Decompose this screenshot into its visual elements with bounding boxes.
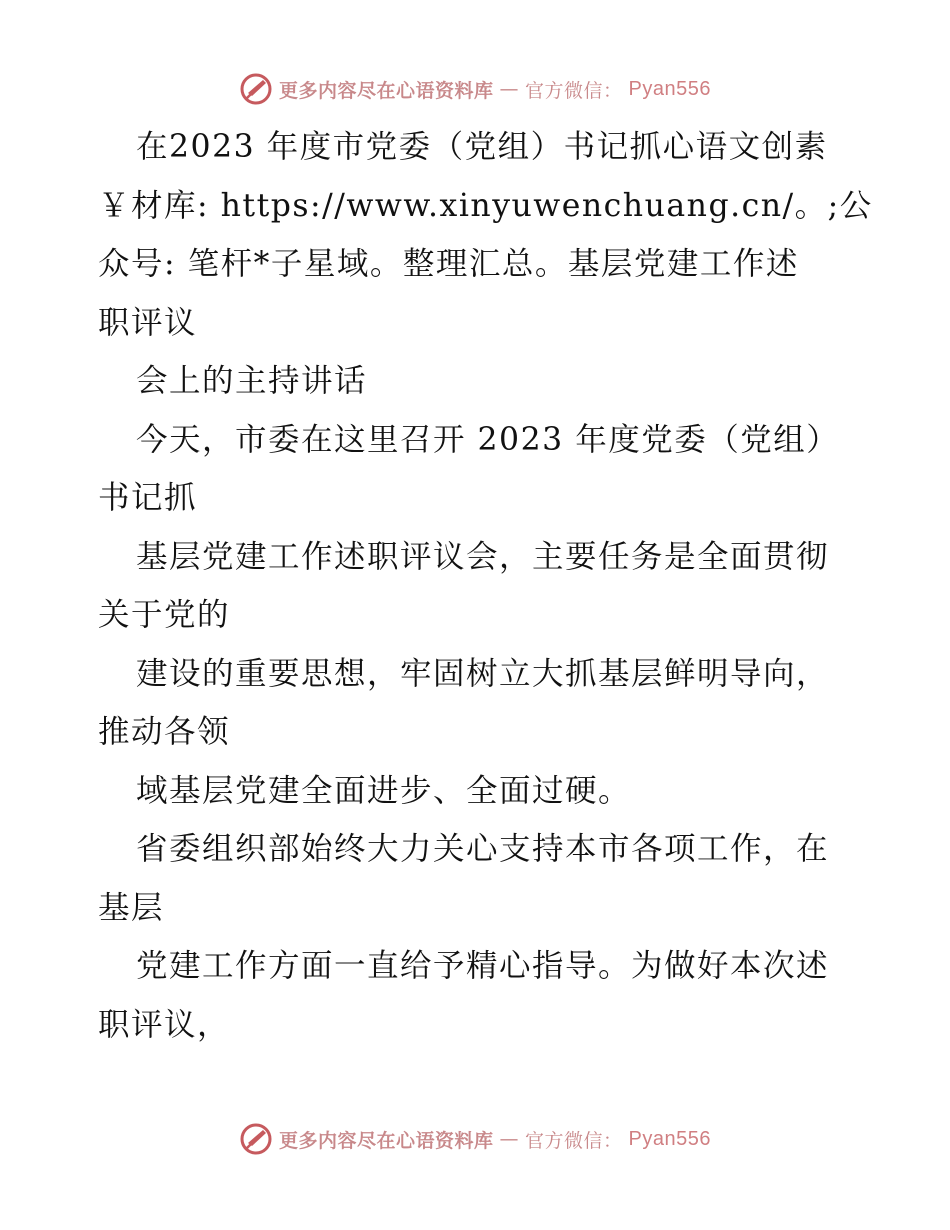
text-line: 域基层党建全面进步、全面过硬。 xyxy=(136,772,632,809)
banner-dash: — xyxy=(499,78,520,100)
banner-dash: — xyxy=(499,1128,520,1150)
banner-wechat-label: 官方微信： xyxy=(525,79,623,102)
banner-slogan: 更多内容尽在心语资料库 xyxy=(279,79,494,102)
text-line: 职评议 xyxy=(98,304,198,341)
banner-wechat-label: 官方微信： xyxy=(525,1129,623,1152)
text-line: 党建工作方面一直给予精心指导。为做好本次述 xyxy=(136,948,830,984)
text-line: 职评议， xyxy=(98,1006,231,1043)
text-line: 推动各领 xyxy=(98,714,231,750)
text-line: ￥材库: https://www.xinyuwenchuang.cn/。;公 xyxy=(98,187,873,224)
header-banner xyxy=(0,72,950,106)
banner-wechat-id: Pyan556 xyxy=(628,1127,711,1150)
text-line: 建设的重要思想，牢固树立大抓基层鲜明导向， xyxy=(136,655,830,692)
text-line: 书记抓 xyxy=(98,480,198,516)
text-line: 在2023 年度市党委（党组）书记抓心语文创素 xyxy=(136,129,828,165)
text-line: 基层党建工作述职评议会，主要任务是全面贯彻 xyxy=(136,538,830,575)
seal-logo-icon xyxy=(239,1122,273,1156)
text-line: 众号: 笔杆*子星域。整理汇总。基层党建工作述 xyxy=(98,246,799,282)
banner-slogan: 更多内容尽在心语资料库 xyxy=(279,1129,494,1152)
text-line: 基层 xyxy=(98,889,165,926)
footer-banner xyxy=(0,1122,950,1156)
banner-wechat-id: Pyan556 xyxy=(628,77,711,100)
seal-logo-icon xyxy=(239,72,273,106)
text-line: 省委组织部始终大力关心支持本市各项工作，在 xyxy=(136,831,830,867)
text-line: 今天，市委在这里召开 2023 年度党委（党组） xyxy=(136,421,840,458)
text-line: 关于党的 xyxy=(98,597,231,633)
document-body xyxy=(98,118,873,1054)
text-line: 会上的主持讲话 xyxy=(136,363,368,399)
